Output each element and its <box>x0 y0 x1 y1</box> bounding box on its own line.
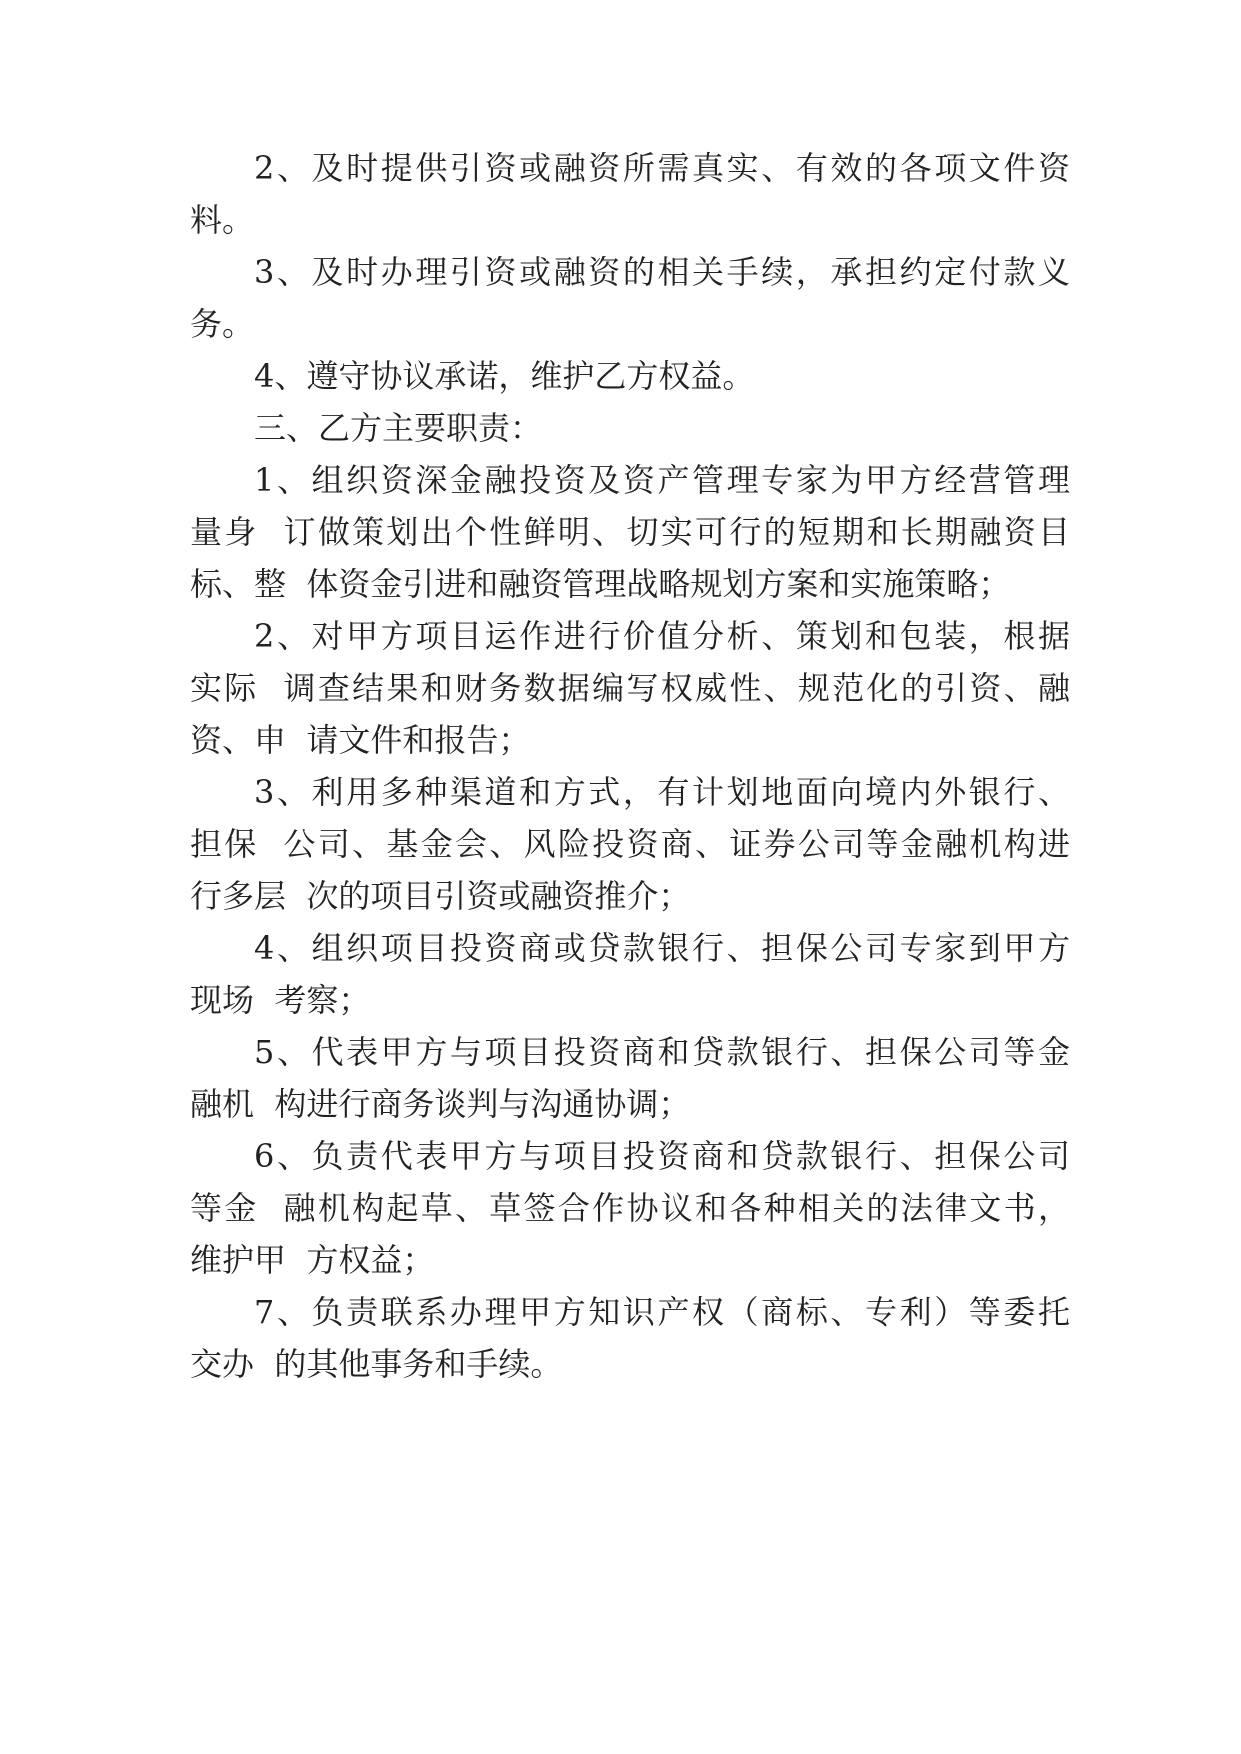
paragraph-line: 3、利用多种渠道和方式，有计划地面向境内外银行、 <box>254 773 1070 811</box>
paragraph-line: 1、组织资深金融投资及资产管理专家为甲方经营管理 <box>254 461 1070 499</box>
paragraph-line: 交办 的其他事务和手续。 <box>190 1345 563 1383</box>
paragraph-line: 资、申 请文件和报告； <box>190 721 531 759</box>
paragraph-line: 7、负责联系办理甲方知识产权（商标、专利）等委托 <box>254 1293 1070 1331</box>
paragraph-line: 标、整 体资金引进和融资管理战略规划方案和实施策略； <box>190 565 1011 603</box>
paragraph-line: 3、及时办理引资或融资的相关手续，承担约定付款义 <box>254 253 1070 291</box>
paragraph-line: 行多层 次的项目引资或融资推介； <box>190 877 691 915</box>
paragraph-line: 量身 订做策划出个性鲜明、切实可行的短期和长期融资目 <box>190 513 1070 551</box>
paragraph-line: 4、遵守协议承诺，维护乙方权益。 <box>254 357 755 395</box>
paragraph-line: 担保 公司、基金会、风险投资商、证券公司等金融机构进 <box>190 825 1070 863</box>
paragraph-line: 实际 调查结果和财务数据编写权威性、规范化的引资、融 <box>190 669 1070 707</box>
paragraph-line: 2、及时提供引资或融资所需真实、有效的各项文件资 <box>254 149 1070 187</box>
paragraph-line: 4、组织项目投资商或贷款银行、担保公司专家到甲方 <box>254 929 1070 967</box>
paragraph-line: 融机 构进行商务谈判与沟通协调； <box>190 1085 691 1123</box>
paragraph-line: 等金 融机构起草、草签合作协议和各种相关的法律文书， <box>190 1189 1070 1227</box>
paragraph-line: 6、负责代表甲方与项目投资商和贷款银行、担保公司 <box>254 1137 1070 1175</box>
paragraph-line: 现场 考察； <box>190 981 371 1019</box>
section-heading: 三、乙方主要职责： <box>254 409 543 447</box>
paragraph-line: 料。 <box>190 201 255 239</box>
paragraph-line: 维护甲 方权益； <box>190 1241 435 1279</box>
paragraph-line: 务。 <box>190 305 255 343</box>
paragraph-line: 5、代表甲方与项目投资商和贷款银行、担保公司等金 <box>254 1033 1070 1071</box>
paragraph-line: 2、对甲方项目运作进行价值分析、策划和包装，根据 <box>254 617 1070 655</box>
